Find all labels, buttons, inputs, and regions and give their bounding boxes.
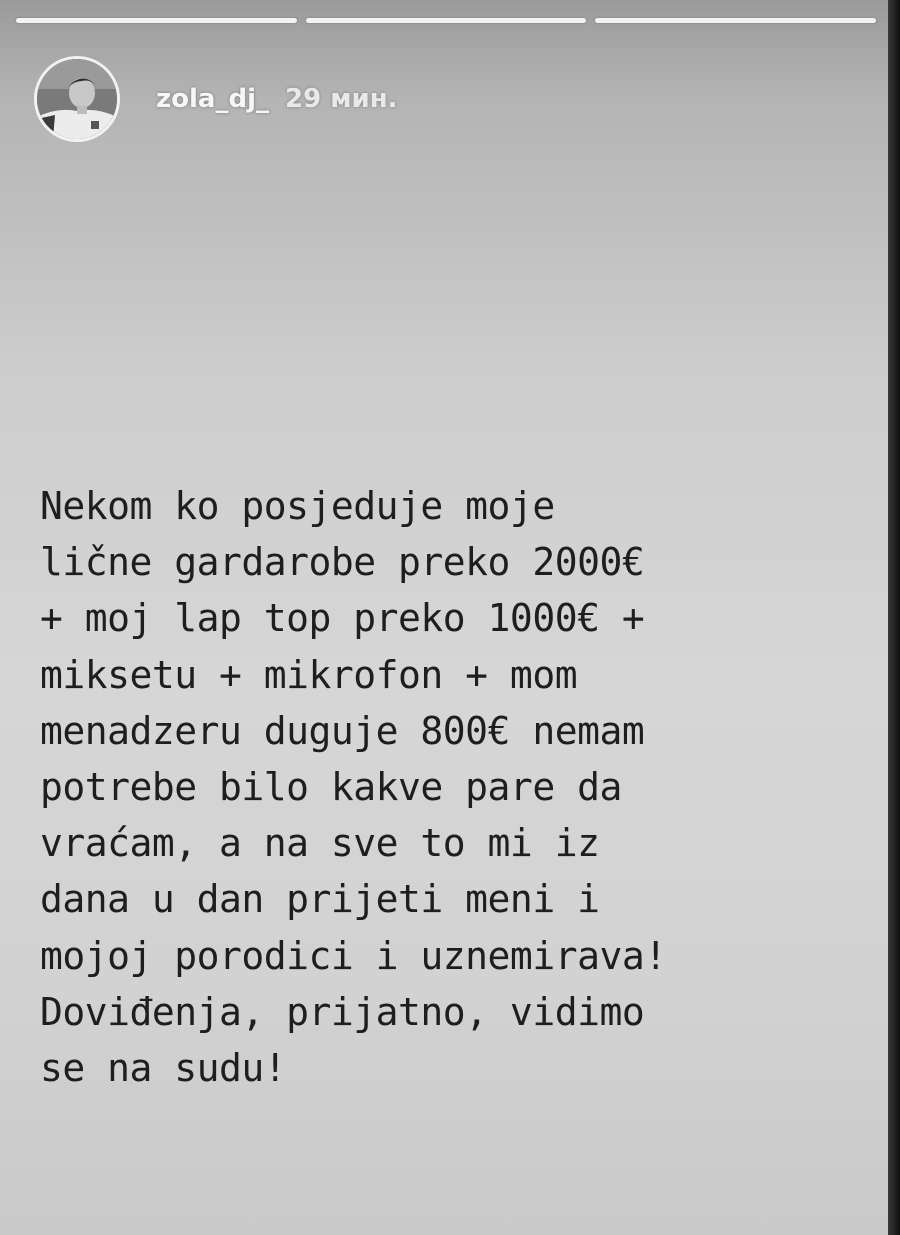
story-progress-bar	[16, 18, 876, 23]
progress-segment	[16, 18, 297, 23]
progress-segment	[595, 18, 876, 23]
profile-photo-icon	[37, 59, 117, 139]
username[interactable]: zola_dj_	[156, 84, 269, 114]
post-time: 29 мин.	[284, 84, 398, 114]
progress-segment	[306, 18, 587, 23]
avatar[interactable]	[34, 56, 120, 142]
story-header	[34, 54, 398, 144]
next-story-edge	[888, 0, 900, 1235]
story-text: Nekom ko posjeduje moje lične gardarobe preko 2000€ + moj lap top preko 1000€ + miksetu + mikrofon + mom menadzeru duguje 800€ nemam potrebe bilo kakve pare da vraćam, a na sve to mi iz dana u dan prijeti meni i mojoj porodici i uznemirava! Doviđenja, prijatno, vidimo se na sudu!	[40, 484, 667, 1091]
